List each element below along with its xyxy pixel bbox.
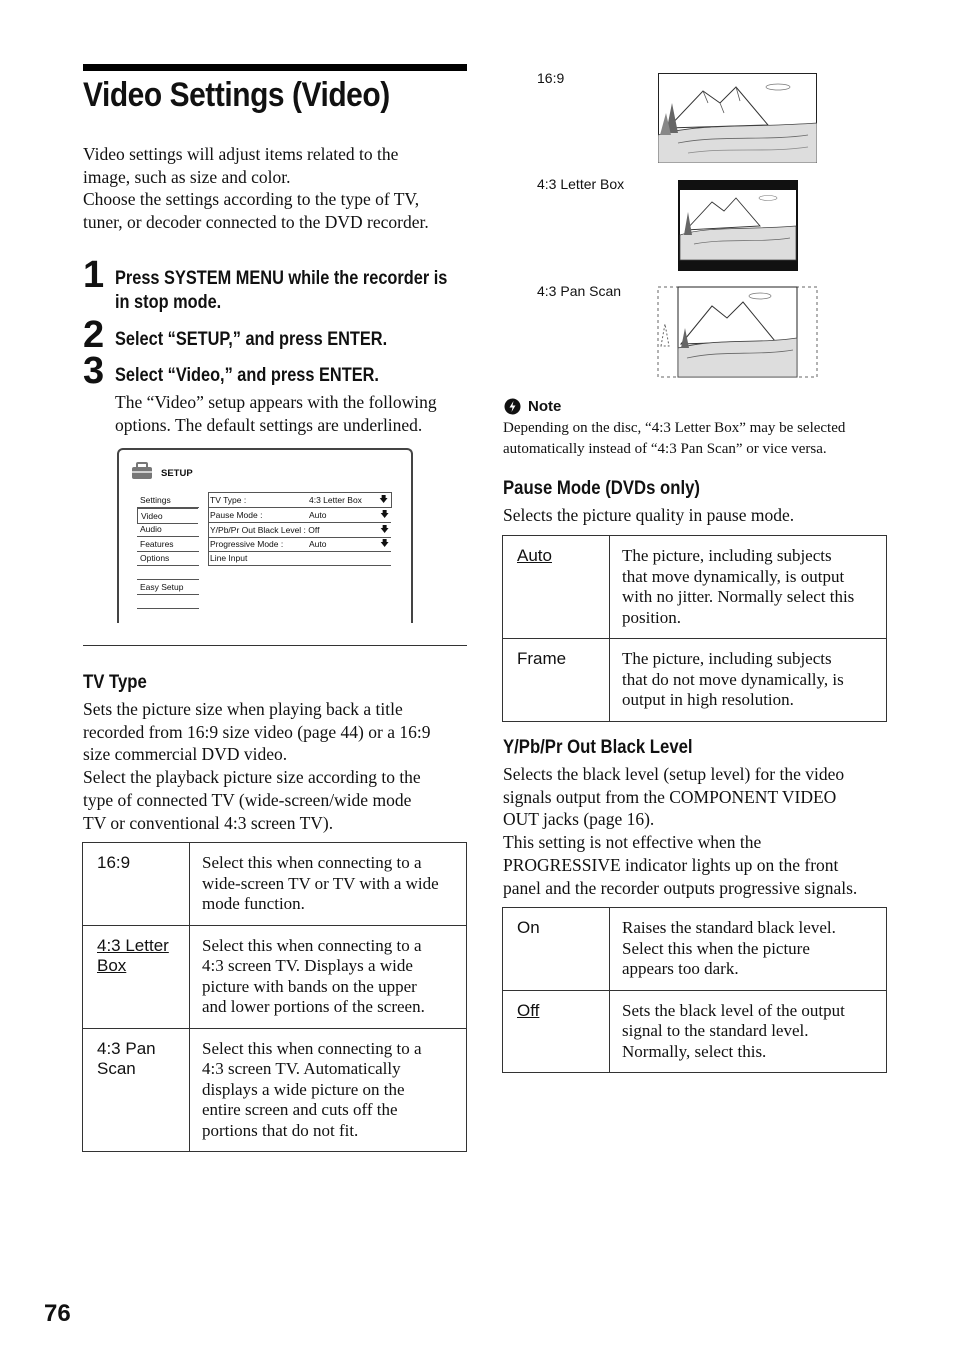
option-key — [83, 843, 190, 926]
arrow-down-icon: 🡇 — [379, 494, 388, 504]
menu-item-features[interactable]: Features — [140, 539, 174, 549]
option-text — [610, 990, 887, 1073]
intro-text — [83, 143, 473, 234]
desc-line: panel and the recorder outputs progressive signals. — [503, 877, 858, 898]
text-line: picture with bands on the upper — [202, 976, 417, 996]
widescreen-landscape-illustration — [658, 73, 817, 163]
intro-line: image, such as size and color. — [83, 166, 291, 187]
table-row — [503, 990, 887, 1073]
step-3-text: Select “Video,” and press ENTER. — [115, 365, 379, 386]
option-key-text-default: Off — [517, 1000, 540, 1020]
text-line: portions that do not fit. — [202, 1120, 359, 1140]
row-label: Line Input — [210, 553, 248, 563]
desc-line: TV or conventional 4:3 screen TV). — [83, 812, 334, 833]
setup-screen — [117, 448, 413, 623]
arrow-down-icon: 🡇 — [380, 509, 389, 519]
text-line: Select this when connecting to a — [202, 853, 422, 872]
option-key — [503, 990, 610, 1073]
text-line: appears too dark. — [622, 959, 739, 978]
row-value: 4:3 Letter Box — [309, 495, 362, 505]
text-line: wide-screen TV or TV with a wide — [202, 873, 439, 893]
menu-item-audio[interactable]: Audio — [140, 524, 162, 534]
option-key — [503, 908, 610, 991]
text-line: output in high resolution. — [622, 690, 794, 709]
text-line: The picture, including subjects — [622, 649, 832, 668]
option-text — [190, 1028, 467, 1152]
label-16-9: 16:9 — [537, 70, 565, 86]
option-key-text: On — [517, 918, 540, 937]
option-text — [610, 639, 887, 722]
desc-line: size commercial DVD video. — [83, 744, 288, 765]
setup-toolbox-icon — [131, 462, 153, 480]
pause-mode-heading: Pause Mode (DVDs only) — [503, 478, 700, 499]
text-line: The picture, including subjects — [622, 546, 832, 565]
step-1-text — [115, 267, 447, 315]
title-rule — [83, 64, 467, 71]
option-key-text: Frame — [517, 649, 567, 668]
table-row — [83, 843, 467, 926]
option-key — [83, 1028, 190, 1152]
note-text — [503, 418, 845, 460]
black-level-options-table — [502, 907, 887, 1073]
text-line: mode function. — [202, 894, 305, 913]
text-line: displays a wide picture on the — [202, 1079, 405, 1099]
intro-line: Choose the settings according to the type of TV, — [83, 189, 420, 210]
option-text — [610, 536, 887, 639]
text-line: Raises the standard black level. — [622, 918, 836, 937]
desc-line: type of connected TV (wide-screen/wide mode — [83, 789, 412, 810]
tv-type-options-table — [82, 842, 467, 1152]
table-row — [83, 925, 467, 1028]
step-2-text: Select “SETUP,” and press ENTER. — [115, 329, 388, 350]
text-line: Select this when connecting to a — [202, 935, 422, 955]
desc-line: Select the playback picture size according to the — [83, 767, 421, 788]
pause-mode-options-table — [502, 535, 887, 722]
option-text — [190, 843, 467, 926]
intro-line: tuner, or decoder connected to the DVD recorder. — [83, 212, 429, 233]
page-title: Video Settings (Video) — [83, 76, 390, 114]
table-row — [503, 639, 887, 722]
black-level-description — [503, 763, 898, 899]
text-line: Normally, select this. — [622, 1041, 767, 1061]
menu-item-video-selected[interactable] — [137, 508, 198, 524]
letterbox-landscape-illustration — [678, 180, 798, 271]
desc-line: OUT jacks (page 16). — [503, 809, 655, 830]
label-letter-box: 4:3 Letter Box — [537, 176, 625, 192]
text-line: signal to the standard level. — [622, 1021, 809, 1040]
text-line: position. — [622, 607, 682, 627]
tv-type-description — [83, 698, 473, 834]
desc-line: recorded from 16:9 size video (page 44) or a 16:9 — [83, 721, 431, 742]
intro-line: Video settings will adjust items related to the — [83, 144, 399, 164]
desc-line: options. The default settings are underlined. — [115, 414, 423, 435]
row-label: TV Type : — [210, 495, 247, 505]
desc-line: Selects the black level (setup level) for the video — [503, 764, 845, 784]
row-label: Progressive Mode : — [210, 539, 284, 549]
step-number: 2 — [83, 314, 105, 356]
row-label: Pause Mode : — [210, 510, 263, 520]
section-divider — [83, 645, 467, 646]
option-text — [610, 908, 887, 991]
row-label: Y/Pb/Pr Out Black Level : Off — [210, 525, 320, 535]
desc-line: This setting is not effective when the — [503, 832, 762, 853]
row-tv-type-selected[interactable] — [208, 492, 392, 508]
step-line: Press SYSTEM MENU while the recorder is — [115, 268, 448, 289]
arrow-down-icon: 🡇 — [380, 538, 389, 548]
label-pan-scan: 4:3 Pan Scan — [537, 283, 622, 299]
text-line: Sets the black level of the output — [622, 1000, 845, 1020]
table-row — [503, 536, 887, 639]
option-key — [503, 639, 610, 722]
text-line: entire screen and cuts off the — [202, 1100, 398, 1119]
desc-line: signals output from the COMPONENT VIDEO — [503, 786, 837, 807]
step-number: 1 — [83, 254, 105, 296]
pan-scan-landscape-illustration — [657, 286, 818, 378]
option-text — [190, 925, 467, 1028]
text-line: that do not move dynamically, is — [622, 669, 844, 689]
note-line: automatically instead of “4:3 Pan Scan” or vice versa. — [503, 441, 827, 457]
note-icon — [504, 398, 521, 415]
desc-line: The “Video” setup appears with the following — [115, 392, 437, 412]
option-key-text-default: Auto — [517, 546, 552, 565]
pause-mode-description: Selects the picture quality in pause mode. — [503, 505, 795, 525]
row-value: Auto — [309, 539, 327, 549]
note-label: Note — [528, 398, 562, 415]
text-line: Select this when connecting to a — [202, 1038, 422, 1058]
step-number: 3 — [83, 350, 105, 392]
desc-line: Sets the picture size when playing back a title — [83, 699, 403, 719]
option-key — [83, 925, 190, 1028]
text-line: 4:3 screen TV. Displays a wide — [202, 956, 413, 975]
step-3-description — [115, 391, 475, 436]
setup-header: SETUP — [161, 468, 193, 479]
text-line: Select this when the picture — [622, 938, 810, 958]
note-line: Depending on the disc, “4:3 Letter Box” may be selected — [503, 420, 846, 436]
step-line: in stop mode. — [115, 292, 222, 313]
tv-type-heading: TV Type — [83, 672, 147, 693]
table-row — [83, 1028, 467, 1152]
text-line: 4:3 screen TV. Automatically — [202, 1059, 401, 1078]
text-line: and lower portions of the screen. — [202, 997, 425, 1016]
arrow-down-icon: 🡇 — [380, 524, 389, 534]
desc-line: PROGRESSIVE indicator lights up on the front — [503, 854, 839, 875]
menu-item-settings[interactable]: Settings — [140, 495, 171, 505]
option-key-text: 16:9 — [97, 853, 131, 872]
menu-item-label: Video — [141, 511, 163, 521]
text-line: that move dynamically, is output — [622, 566, 845, 586]
table-row — [503, 908, 887, 991]
option-key — [503, 536, 610, 639]
option-key-text: 4:3 Pan Scan — [97, 1038, 156, 1078]
option-key-text-default: 4:3 Letter Box — [97, 935, 169, 975]
black-level-heading: Y/Pb/Pr Out Black Level — [503, 737, 693, 758]
menu-item-easy-setup[interactable]: Easy Setup — [140, 582, 184, 592]
menu-item-options[interactable]: Options — [140, 553, 170, 563]
page-number: 76 — [44, 1300, 71, 1327]
text-line: with no jitter. Normally select this — [622, 587, 855, 606]
row-value: Auto — [309, 510, 327, 520]
